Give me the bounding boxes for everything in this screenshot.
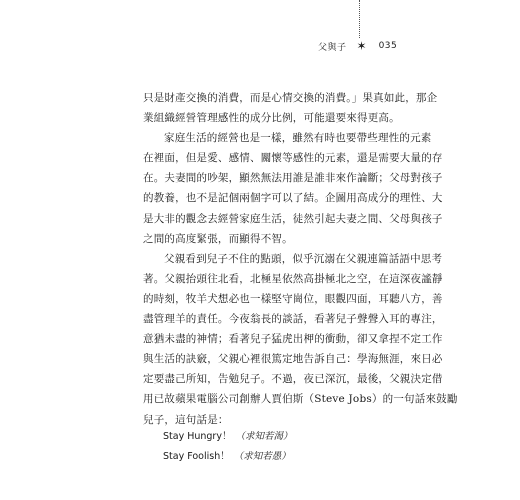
section-title: 父與子 [318, 42, 347, 53]
text-line: 在裡面，但是愛、感情、關懷等感性的元素，還是需要大量的存 [143, 152, 443, 165]
text-line: 父親看到兒子不住的點頭，似乎沉溺在父親連篇話語中思考 [164, 252, 443, 265]
text-line: 的時刻，牧羊犬想必也一樣堅守崗位，眼觀四面，耳聽八方，善 [143, 292, 443, 305]
quote-chinese: （求知若愚） [233, 451, 291, 462]
text-line: 是大非的觀念去經營家庭生活，徒然引起夫妻之間、父母與孩子 [143, 212, 443, 225]
quote-line [163, 428, 363, 448]
paragraph-1 [143, 88, 438, 128]
paragraph-2 [143, 128, 443, 249]
text-line: 家庭生活的經營也是一樣，雖然有時也要帶些理性的元素 [164, 132, 432, 145]
quote-english: Stay Hungry！ [163, 431, 232, 442]
page-number: 035 [378, 41, 398, 51]
running-header [318, 38, 397, 54]
text-line: 意猶未盡的神情；看著兒子猛虎出柙的衝動，卻又拿捏不定工作 [143, 333, 443, 346]
star-icon: ✶ [356, 39, 367, 53]
text-line: 業組織經營管理感性的成分比例，可能還要來得更高。 [143, 112, 400, 125]
text-line: 著。父親抬頭往北看，北極星依然高掛極北之空，在這深夜謐靜 [143, 272, 443, 285]
dotted-rule [359, 0, 360, 38]
text-line: 之間的高度緊張，而顯得不智。 [143, 232, 293, 245]
paragraph-3 [143, 249, 458, 430]
text-line: 盡管理羊的責任。今夜翁長的談話，看著兒子聲聲入耳的專注， [143, 313, 443, 326]
text-line: 只是財產交換的消費，而是心情交換的消費。」果真如此，那企 [143, 92, 438, 104]
quote-line [163, 448, 363, 468]
text-line: 在。夫妻間的吵架，顯然無法用誰是誰非來作論斷；父母對孩子 [143, 172, 443, 185]
text-line: 定要盡己所知，告勉兒子。不過，夜已深沉，最後，父親決定借 [143, 373, 443, 386]
quote-chinese: （求知若渴） [235, 431, 293, 442]
quote-block [163, 428, 363, 468]
quote-english: Stay Foolish！ [163, 451, 230, 462]
body-text [143, 88, 458, 430]
text-line: 與生活的訣竅，父親心裡很篤定地告訴自己：學海無涯，來日必 [143, 353, 443, 366]
text-line: 兒子，這句話是： [143, 413, 229, 426]
text-line: 用已故蘋果電腦公司創辦人賈伯斯（Steve Jobs）的一句話來鼓勵 [143, 393, 458, 406]
text-line: 的教養，也不是記個兩個字可以了結。企圖用高成分的理性、大 [143, 192, 443, 205]
